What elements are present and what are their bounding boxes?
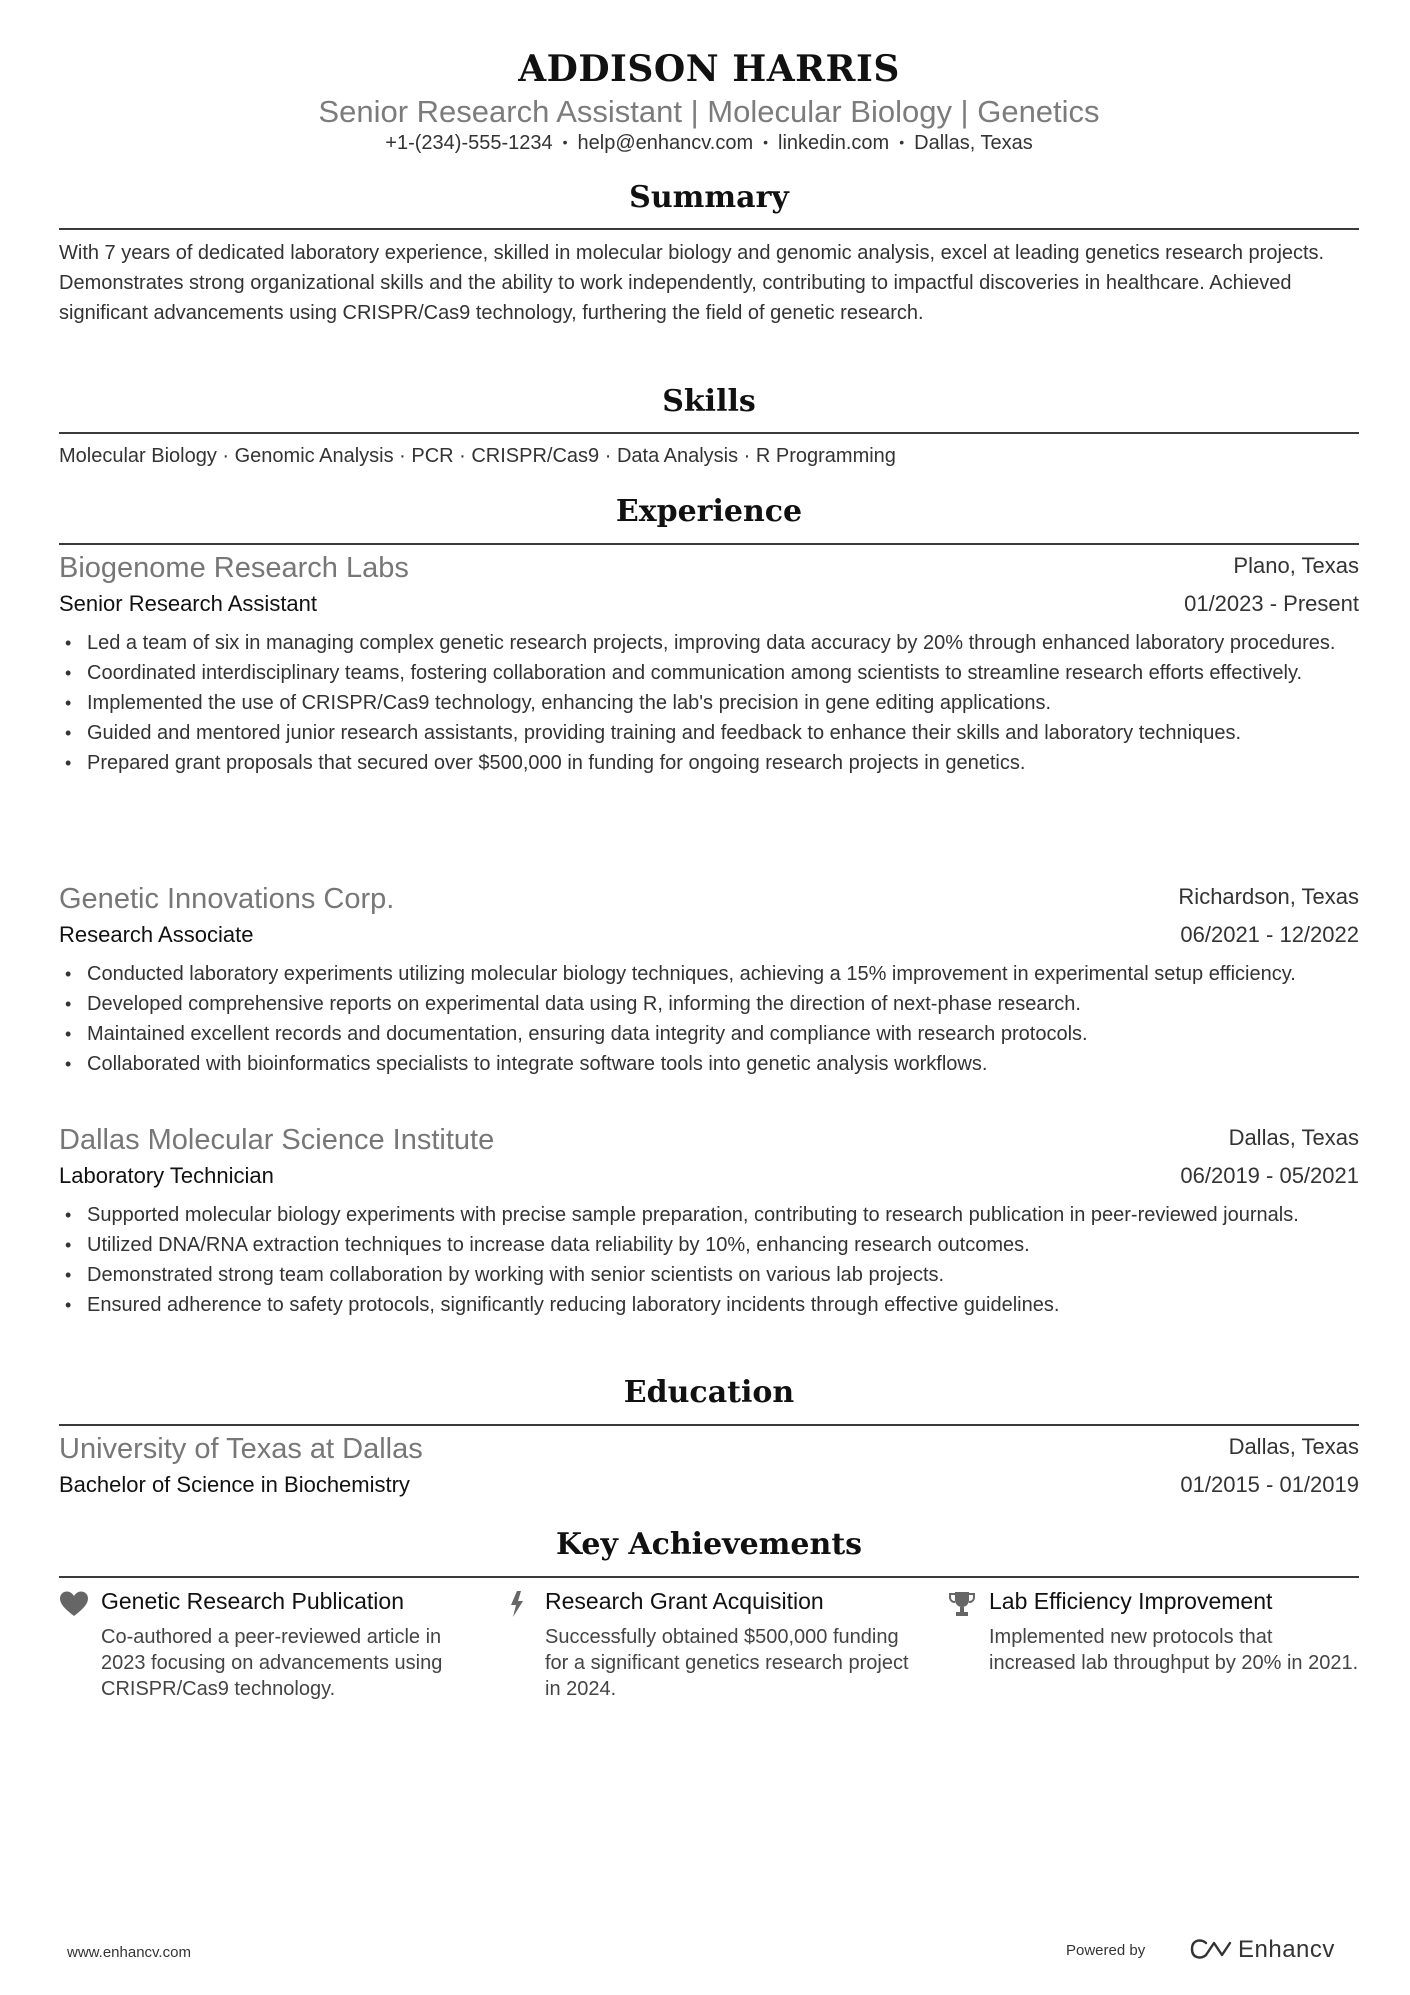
- company-name: Biogenome Research Labs: [59, 552, 409, 584]
- company-name: Dallas Molecular Science Institute: [59, 1124, 495, 1156]
- list-item: • Ensured adherence to safety protocols, significantly reducing laboratory incidents through effective guidelines.: [59, 1290, 1359, 1320]
- section-divider: [59, 432, 1359, 434]
- school-name: University of Texas at Dallas: [59, 1433, 423, 1465]
- job-location: Plano, Texas: [1233, 553, 1359, 578]
- company-name: Genetic Innovations Corp.: [59, 883, 395, 915]
- job-bullets: [59, 959, 1359, 1079]
- brand-name: Enhancv: [1238, 1936, 1335, 1963]
- list-item: • Utilized DNA/RNA extraction techniques to increase data reliability by 10%, enhancing research outcomes.: [59, 1230, 1359, 1260]
- location: Dallas, Texas: [914, 132, 1033, 154]
- list-item: • Demonstrated strong team collaboration by working with senior scientists on various lab projects.: [59, 1260, 1359, 1290]
- website-link[interactable]: linkedin.com: [778, 132, 890, 154]
- job-location: Dallas, Texas: [1228, 1125, 1359, 1150]
- job-bullets: [59, 628, 1359, 778]
- section-divider: [59, 228, 1359, 230]
- job-role: Research Associate: [59, 922, 254, 947]
- email-link[interactable]: help@enhancv.com: [577, 132, 754, 154]
- education-heading: Education: [623, 1375, 795, 1410]
- achievement-title: Lab Efficiency Improvement: [989, 1588, 1273, 1614]
- list-item: • Maintained excellent records and documentation, ensuring data integrity and compliance with research protocols.: [59, 1019, 1359, 1049]
- list-item: • Prepared grant proposals that secured over $500,000 in funding for ongoing research projects in genetics.: [59, 748, 1359, 778]
- separator: •: [899, 134, 905, 150]
- job-dates: 06/2019 - 05/2021: [1180, 1163, 1359, 1188]
- list-item: • Developed comprehensive reports on experimental data using R, informing the direction of next-phase research.: [59, 989, 1359, 1019]
- list-item: • Conducted laboratory experiments utilizing molecular biology techniques, achieving a 15% improvement in experimental setup efficiency.: [59, 959, 1359, 989]
- enhancv-logo-icon: [1188, 1936, 1234, 1962]
- job-role: Laboratory Technician: [59, 1163, 274, 1188]
- job-bullets: [59, 1200, 1359, 1320]
- separator: •: [562, 134, 568, 150]
- contact-line: [59, 132, 1359, 155]
- education-dates: 01/2015 - 01/2019: [1180, 1472, 1359, 1497]
- list-item: • Implemented the use of CRISPR/Cas9 technology, enhancing the lab's precision in gene editing applications.: [59, 688, 1359, 718]
- job-location: Richardson, Texas: [1178, 884, 1359, 909]
- lightning-icon: [503, 1590, 533, 1618]
- achievement-description: Successfully obtained $500,000 funding for a significant genetics research project in 2024.: [545, 1626, 909, 1700]
- candidate-name: ADDISON HARRIS: [518, 48, 900, 90]
- skills-list: Molecular Biology · Genomic Analysis · PCR · CRISPR/Cas9 · Data Analysis · R Programming: [59, 445, 896, 467]
- school-location: Dallas, Texas: [1228, 1434, 1359, 1459]
- achievement-title: Research Grant Acquisition: [545, 1588, 824, 1614]
- list-item: • Led a team of six in managing complex genetic research projects, improving data accuracy by 20% through enhanced laboratory procedures.: [59, 628, 1359, 658]
- phone: +1-(234)-555-1234: [385, 132, 553, 154]
- degree: Bachelor of Science in Biochemistry: [59, 1472, 410, 1497]
- list-item: • Coordinated interdisciplinary teams, fostering collaboration and communication among scientists to streamline research efforts effectively.: [59, 658, 1359, 688]
- section-divider: [59, 1576, 1359, 1578]
- experience-heading: Experience: [615, 494, 803, 529]
- job-role: Senior Research Assistant: [59, 591, 318, 616]
- footer-website-link[interactable]: www.enhancv.com: [67, 1944, 191, 1961]
- powered-by-label: Powered by: [1066, 1942, 1146, 1959]
- achievement-description: Co-authored a peer-reviewed article in 2023 focusing on advancements using CRISPR/Cas9 technology.: [101, 1626, 443, 1700]
- trophy-icon: [947, 1590, 977, 1618]
- skills-heading: Skills: [662, 384, 756, 419]
- list-item: • Collaborated with bioinformatics specialists to integrate software tools into genetic analysis workflows.: [59, 1049, 1359, 1079]
- section-divider: [59, 1424, 1359, 1426]
- achievement-title: Genetic Research Publication: [101, 1588, 404, 1614]
- job-dates: 06/2021 - 12/2022: [1180, 922, 1359, 947]
- candidate-title: Senior Research Assistant | Molecular Biology | Genetics: [318, 94, 1100, 129]
- summary-heading: Summary: [629, 180, 789, 215]
- list-item: • Supported molecular biology experiments with precise sample preparation, contributing to research publication in peer-reviewed journals.: [59, 1200, 1359, 1230]
- achievement-description: Implemented new protocols that increased lab throughput by 20% in 2021.: [989, 1626, 1359, 1674]
- achievements-heading: Key Achievements: [555, 1527, 863, 1562]
- separator: •: [763, 134, 769, 150]
- section-divider: [59, 543, 1359, 545]
- summary-text: With 7 years of dedicated laboratory experience, skilled in molecular biology and genomic analysis, excel at leading genetics research projects. Demonstrates strong organizational skills and the ability to work independently, contributing to impactful discoveries in healthcare. Achieved significant advancements using CRISPR/Cas9 technology, furthering the field of genetic research.: [59, 242, 1325, 324]
- job-dates: 01/2023 - Present: [1184, 591, 1359, 616]
- list-item: • Guided and mentored junior research assistants, providing training and feedback to enhance their skills and laboratory techniques.: [59, 718, 1359, 748]
- heart-icon: [59, 1590, 89, 1618]
